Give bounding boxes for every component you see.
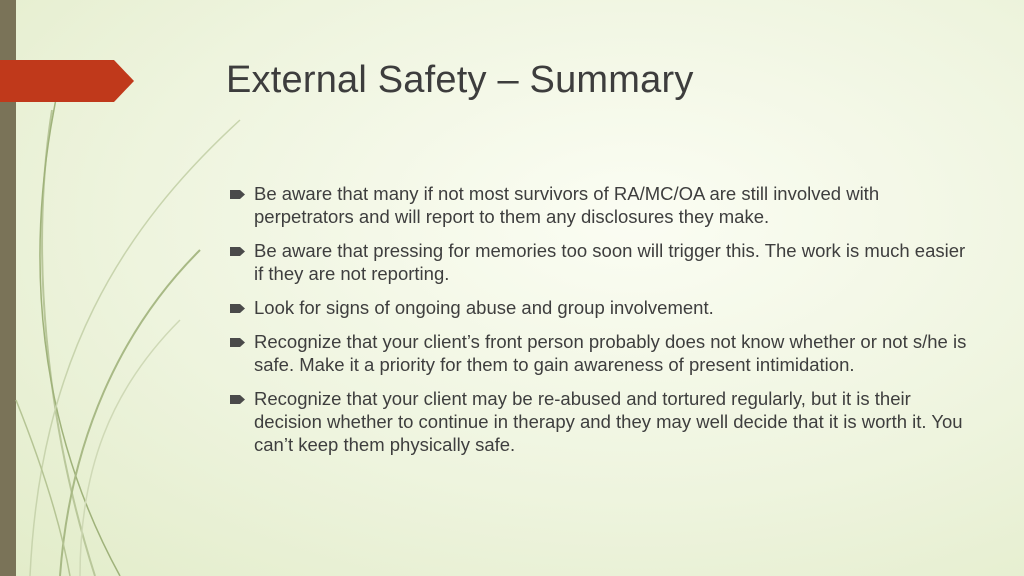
arrow-bullet-icon [230,395,245,404]
bullet-text: Recognize that your client’s front person probably does not know whether or not s/he is safe. Make it a priority for them to gain awareness of present intimidation. [254,331,967,375]
bullet-text: Be aware that pressing for memories too soon will trigger this. The work is much easier if they are not reporting. [254,240,966,284]
slide-title: External Safety – Summary [226,59,694,101]
arrow-bullet-icon [230,304,245,313]
bullet-item [228,182,968,228]
bullet-text: Recognize that your client may be re-abused and tortured regularly, but it is their decision whether to continue in therapy and they may well decide that it is worth it. You can’t keep them physically safe. [254,388,963,455]
arrow-bullet-icon [230,190,245,199]
title-accent-tab [0,60,134,102]
bullet-text: Be aware that many if not most survivors of RA/MC/OA are still involved with perpetrators and will report to them any disclosures they make. [254,183,880,227]
bullet-list [228,182,968,467]
arrow-bullet-icon [230,247,245,256]
arrow-bullet-icon [230,338,245,347]
bullet-text: Look for signs of ongoing abuse and group involvement. [254,297,714,318]
bullet-item [228,387,968,456]
bullet-item [228,330,968,376]
bullet-item [228,239,968,285]
bullet-item [228,296,968,319]
